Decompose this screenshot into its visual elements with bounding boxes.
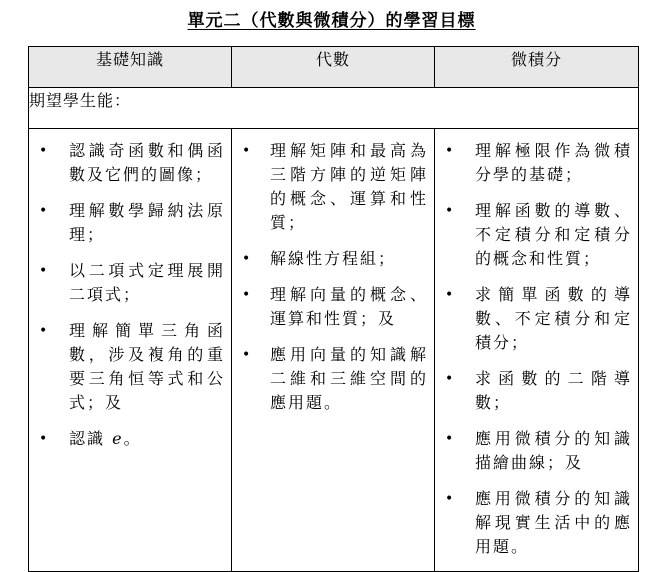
header-row <box>29 47 639 88</box>
calculus-list <box>435 129 638 559</box>
header-algebra: 代數 <box>232 47 435 88</box>
title-text: 單元二（代數與微積分）的學習目標 <box>187 11 476 31</box>
page-title <box>0 6 663 31</box>
list-item-text: 求函數的二階導數； <box>475 369 632 412</box>
list-item <box>29 259 225 307</box>
intro-row <box>29 88 639 129</box>
list-item-text: 理解極限作為微積分學的基礎； <box>475 141 632 184</box>
header-foundation: 基礎知識 <box>29 47 232 88</box>
bullet-icon: • <box>39 203 50 219</box>
algebra-list <box>232 129 434 415</box>
list-item <box>29 319 225 415</box>
list-item <box>435 139 632 187</box>
list-item <box>435 199 632 271</box>
intro-text: 期望學生能： <box>29 88 639 129</box>
bullet-icon: • <box>445 491 456 507</box>
list-item <box>435 367 632 415</box>
bullet-icon: • <box>445 431 456 447</box>
header-calculus: 微積分 <box>435 47 639 88</box>
list-item-text: 理解數學歸納法原理； <box>69 201 225 244</box>
list-item-text: 理解簡單三角函數，涉及複角的重要三角恒等式和公式；及 <box>69 321 225 412</box>
list-item-text: 以二項式定理展開二項式； <box>69 261 225 304</box>
foundation-list <box>29 129 231 451</box>
bullet-icon: • <box>445 287 456 303</box>
list-item-text: 理解函數的導數、不定積分和定積分的概念和性質； <box>475 201 632 268</box>
bullet-icon: • <box>39 323 50 339</box>
list-item <box>232 283 428 331</box>
bullet-icon: • <box>445 371 456 387</box>
list-item <box>29 199 225 247</box>
list-item-text: 理解矩陣和最高為三階方陣的逆矩陣的概念、運算和性質； <box>270 141 428 232</box>
list-item <box>29 139 225 187</box>
list-item-text: 認識奇函數和偶函數及它們的圖像； <box>69 141 225 184</box>
bullet-icon: • <box>39 431 50 447</box>
bullet-icon: • <box>445 143 456 159</box>
list-item <box>29 427 225 451</box>
bullet-icon: • <box>242 287 253 303</box>
list-item <box>232 343 428 415</box>
learning-objectives-table <box>28 46 639 572</box>
list-item-text: 認識 e。 <box>69 429 142 448</box>
list-item <box>435 283 632 355</box>
bullet-icon: • <box>39 263 50 279</box>
list-item <box>232 247 428 271</box>
bullet-icon: • <box>39 143 50 159</box>
list-item-text: 應用微積分的知識解現實生活中的應用題。 <box>475 489 632 556</box>
bullet-icon: • <box>242 347 253 363</box>
bullet-icon: • <box>445 203 456 219</box>
content-row <box>29 129 639 572</box>
list-item-text: 求簡單函數的導數、不定積分和定積分； <box>475 285 632 352</box>
list-item <box>232 139 428 235</box>
list-item-text: 應用向量的知識解二維和三維空間的應用題。 <box>270 345 428 412</box>
foundation-column <box>29 129 232 572</box>
calculus-column <box>435 129 639 572</box>
algebra-column <box>232 129 435 572</box>
bullet-icon: • <box>242 251 253 267</box>
list-item <box>435 487 632 559</box>
bullet-icon: • <box>242 143 253 159</box>
list-item-text: 應用微積分的知識描繪曲線；及 <box>475 429 632 472</box>
list-item-text: 理解向量的概念、運算和性質；及 <box>270 285 428 328</box>
list-item-text: 解線性方程組； <box>270 249 397 268</box>
list-item <box>435 427 632 475</box>
